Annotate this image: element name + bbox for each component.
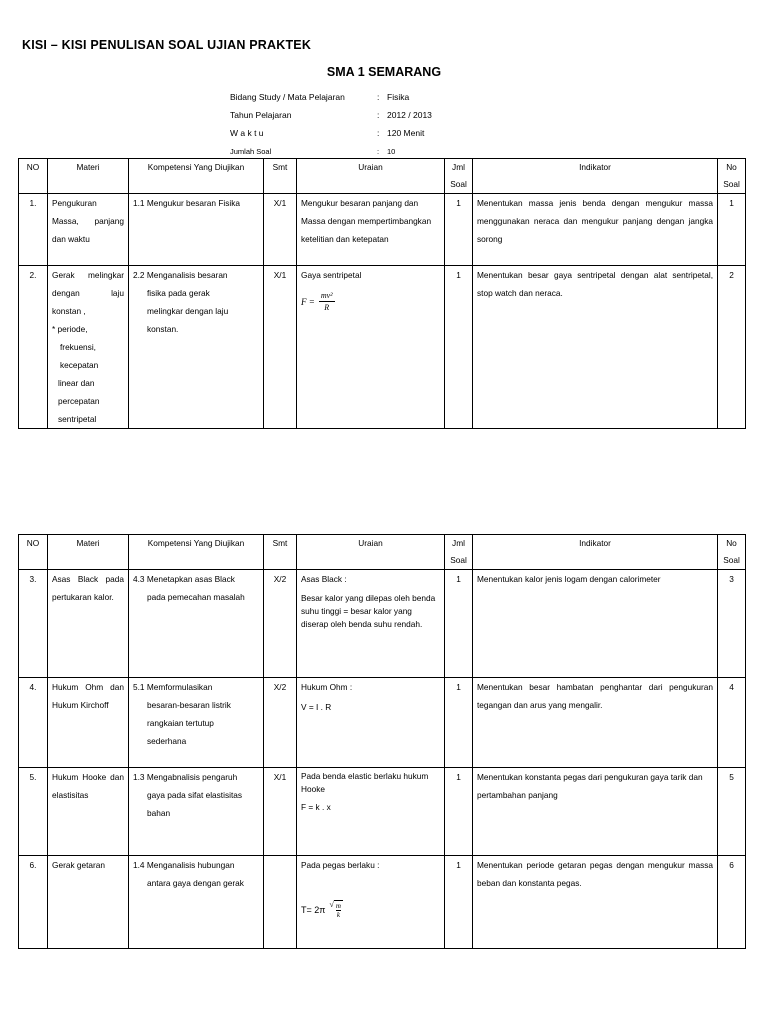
uraian-text: Besar kalor yang dilepas oleh benda suhu tinggi = besar kalor yang diserap oleh benda suhu rendah.: [301, 593, 436, 629]
cell-indikator: Menentukan konstanta pegas dari pengukuran gaya tarik dan pertambahan panjang: [473, 768, 718, 856]
meta-info: [230, 88, 432, 160]
cell-smt: X/2: [264, 678, 297, 768]
cell-nosoal: 1: [718, 194, 746, 266]
table-row: [19, 570, 746, 678]
cell-no: 4.: [19, 678, 48, 768]
col-header-materi: Materi: [48, 159, 129, 194]
cell-nosoal: 2: [718, 266, 746, 429]
formula-centripetal: [301, 290, 335, 313]
cell-materi: Gerak getaran: [48, 856, 129, 949]
formula-lhs: F =: [301, 296, 315, 307]
cell-materi: Hukum Ohm dan Hukum Kirchoff: [48, 678, 129, 768]
table-header-row: [19, 535, 746, 570]
formula-numerator: m: [335, 902, 341, 910]
col-header-kompetensi: Kompetensi Yang Diujikan: [129, 535, 264, 570]
table-row: [19, 768, 746, 856]
formula-numerator: mv²: [320, 291, 333, 300]
cell-jml: 1: [445, 266, 473, 429]
materi-line: konstan ,: [52, 306, 86, 316]
col-header-smt: Smt: [264, 159, 297, 194]
cell-uraian: [297, 768, 445, 856]
table-row: [19, 678, 746, 768]
formula-period: [301, 900, 343, 919]
materi-line: linear dan: [58, 378, 95, 388]
formula-lhs: T= 2π: [301, 904, 326, 915]
cell-materi: Asas Black pada pertukaran kalor.: [48, 570, 129, 678]
cell-smt: X/1: [264, 768, 297, 856]
kompetensi-line: 5.1 Memformulasikan: [133, 682, 213, 692]
col-header-jml: [445, 535, 473, 570]
kompetensi-line: melingkar dengan laju: [147, 306, 229, 316]
meta-year: [230, 106, 432, 124]
cell-materi: Hukum Hooke dan elastisitas: [48, 768, 129, 856]
cell-smt: X/2: [264, 570, 297, 678]
materi-line: sentripetal: [58, 414, 97, 424]
kompetensi-line: sederhana: [147, 736, 187, 746]
formula-sqrt: [329, 900, 342, 919]
meta-subject: [230, 88, 432, 106]
uraian-title: Asas Black :: [301, 574, 347, 584]
col-header-no: NO: [19, 159, 48, 194]
formula-denominator: k: [336, 911, 340, 919]
meta-colon: :: [377, 146, 380, 156]
school-name: SMA 1 SEMARANG: [326, 65, 442, 79]
sqrt-icon: √: [329, 900, 334, 909]
kompetensi-line: 1.4 Menganalisis hubungan: [133, 860, 235, 870]
cell-materi: [48, 266, 129, 429]
cell-jml: 1: [445, 678, 473, 768]
col-header-nosoal: [718, 535, 746, 570]
table-row: [19, 856, 746, 949]
meta-label: Bidang Study / Mata Pelajaran: [230, 92, 345, 102]
table-row: [19, 194, 746, 266]
kompetensi-line: konstan.: [147, 324, 179, 334]
cell-nosoal: 6: [718, 856, 746, 949]
col-header-uraian: Uraian: [297, 535, 445, 570]
cell-jml: 1: [445, 194, 473, 266]
col-header-materi: Materi: [48, 535, 129, 570]
cell-smt: [264, 856, 297, 949]
col-header-jml: [445, 159, 473, 194]
kompetensi-line: gaya pada sifat elastisitas: [147, 790, 243, 800]
uraian-text: F = k . x: [301, 802, 331, 812]
cell-uraian: [297, 856, 445, 949]
col-header-jml-line1: Jml: [452, 538, 465, 548]
kompetensi-line: 4.3 Menetapkan asas Black: [133, 574, 235, 584]
uraian-title: Hukum Ohm :: [301, 682, 353, 692]
table-row: [19, 266, 746, 429]
col-header-uraian: Uraian: [297, 159, 445, 194]
cell-jml: 1: [445, 768, 473, 856]
materi-line: percepatan: [58, 396, 100, 406]
col-header-no: NO: [19, 535, 48, 570]
uraian-text: Gaya sentripetal: [301, 270, 362, 280]
cell-materi: Pengukuran Massa, panjang dan waktu: [48, 194, 129, 266]
uraian-text: V = I . R: [301, 702, 332, 712]
col-header-indikator: Indikator: [473, 535, 718, 570]
meta-time: [230, 124, 432, 142]
document-title: KISI – KISI PENULISAN SOAL UJIAN PRAKTEK: [22, 38, 312, 52]
col-header-indikator: Indikator: [473, 159, 718, 194]
meta-value: 120 Menit: [387, 128, 425, 138]
cell-no: 6.: [19, 856, 48, 949]
cell-no: 5.: [19, 768, 48, 856]
col-header-nosoal-line2: Soal: [723, 179, 740, 189]
materi-line: Gerak melingkar: [52, 270, 124, 280]
col-header-jml-line1: Jml: [452, 162, 465, 172]
meta-value: 10: [387, 146, 396, 156]
cell-indikator: Menentukan periode getaran pegas dengan mengukur massa beban dan konstanta pegas.: [473, 856, 718, 949]
uraian-title: Pada benda elastic berlaku hukum Hooke: [301, 771, 429, 794]
cell-kompetensi: [129, 678, 264, 768]
col-header-nosoal: [718, 159, 746, 194]
cell-uraian: [297, 678, 445, 768]
cell-nosoal: 5: [718, 768, 746, 856]
cell-indikator: Menentukan besar gaya sentripetal dengan alat sentripetal, stop watch dan neraca.: [473, 266, 718, 429]
materi-line: kecepatan: [60, 360, 99, 370]
formula-denominator: R: [324, 303, 330, 312]
materi-line: dengan laju: [52, 288, 124, 298]
col-header-kompetensi: Kompetensi Yang Diujikan: [129, 159, 264, 194]
meta-colon: :: [377, 110, 380, 120]
meta-label: Tahun Pelajaran: [230, 110, 292, 120]
cell-kompetensi: [129, 856, 264, 949]
cell-nosoal: 3: [718, 570, 746, 678]
col-header-nosoal-line1: No: [726, 538, 737, 548]
meta-label: Jumlah Soal: [230, 146, 272, 156]
kompetensi-line: besaran-besaran listrik: [147, 700, 231, 710]
kompetensi-line: pada pemecahan masalah: [147, 592, 245, 602]
cell-no: 2.: [19, 266, 48, 429]
cell-uraian: [297, 570, 445, 678]
meta-colon: :: [377, 128, 380, 138]
kompetensi-line: 1.3 Mengabnalisis pengaruh: [133, 772, 238, 782]
cell-kompetensi: [129, 570, 264, 678]
cell-no: 1.: [19, 194, 48, 266]
kompetensi-line: antara gaya dengan gerak: [147, 878, 244, 888]
grid-table-2: [18, 534, 746, 949]
cell-smt: X/1: [264, 266, 297, 429]
meta-label: W a k t u: [230, 128, 264, 138]
grid-table-1: [18, 158, 746, 429]
cell-kompetensi: [129, 266, 264, 429]
kompetensi-line: fisika pada gerak: [147, 288, 210, 298]
cell-indikator: Menentukan besar hambatan penghantar dari pengukuran tegangan dan arus yang mengalir.: [473, 678, 718, 768]
col-header-nosoal-line2: Soal: [723, 555, 740, 565]
cell-uraian: Mengukur besaran panjang dan Massa dengan mempertimbangkan ketelitian dan ketepatan: [297, 194, 445, 266]
kompetensi-line: 2.2 Menganalisis besaran: [133, 270, 228, 280]
kompetensi-line: rangkaian tertutup: [147, 718, 214, 728]
meta-colon: :: [377, 92, 380, 102]
table-header-row: [19, 159, 746, 194]
cell-nosoal: 4: [718, 678, 746, 768]
cell-jml: 1: [445, 570, 473, 678]
cell-jml: 1: [445, 856, 473, 949]
cell-indikator: Menentukan massa jenis benda dengan mengukur massa menggunakan neraca dan mengukur panjang dengan jangka sorong: [473, 194, 718, 266]
uraian-title: Pada pegas berlaku :: [301, 860, 380, 870]
meta-value: Fisika: [387, 92, 410, 102]
formula-radicand: [334, 900, 343, 919]
cell-smt: X/1: [264, 194, 297, 266]
col-header-jml-line2: Soal: [450, 179, 467, 189]
cell-kompetensi: [129, 768, 264, 856]
formula-fraction: [319, 290, 335, 313]
cell-uraian: [297, 266, 445, 429]
col-header-jml-line2: Soal: [450, 555, 467, 565]
kompetensi-line: bahan: [147, 808, 171, 818]
meta-value: 2012 / 2013: [387, 110, 432, 120]
col-header-smt: Smt: [264, 535, 297, 570]
materi-line: frekuensi,: [60, 342, 96, 352]
cell-no: 3.: [19, 570, 48, 678]
cell-indikator: Menentukan kalor jenis logam dengan calorimeter: [473, 570, 718, 678]
cell-kompetensi: 1.1 Mengukur besaran Fisika: [129, 194, 264, 266]
col-header-nosoal-line1: No: [726, 162, 737, 172]
materi-line: * periode,: [52, 324, 88, 334]
